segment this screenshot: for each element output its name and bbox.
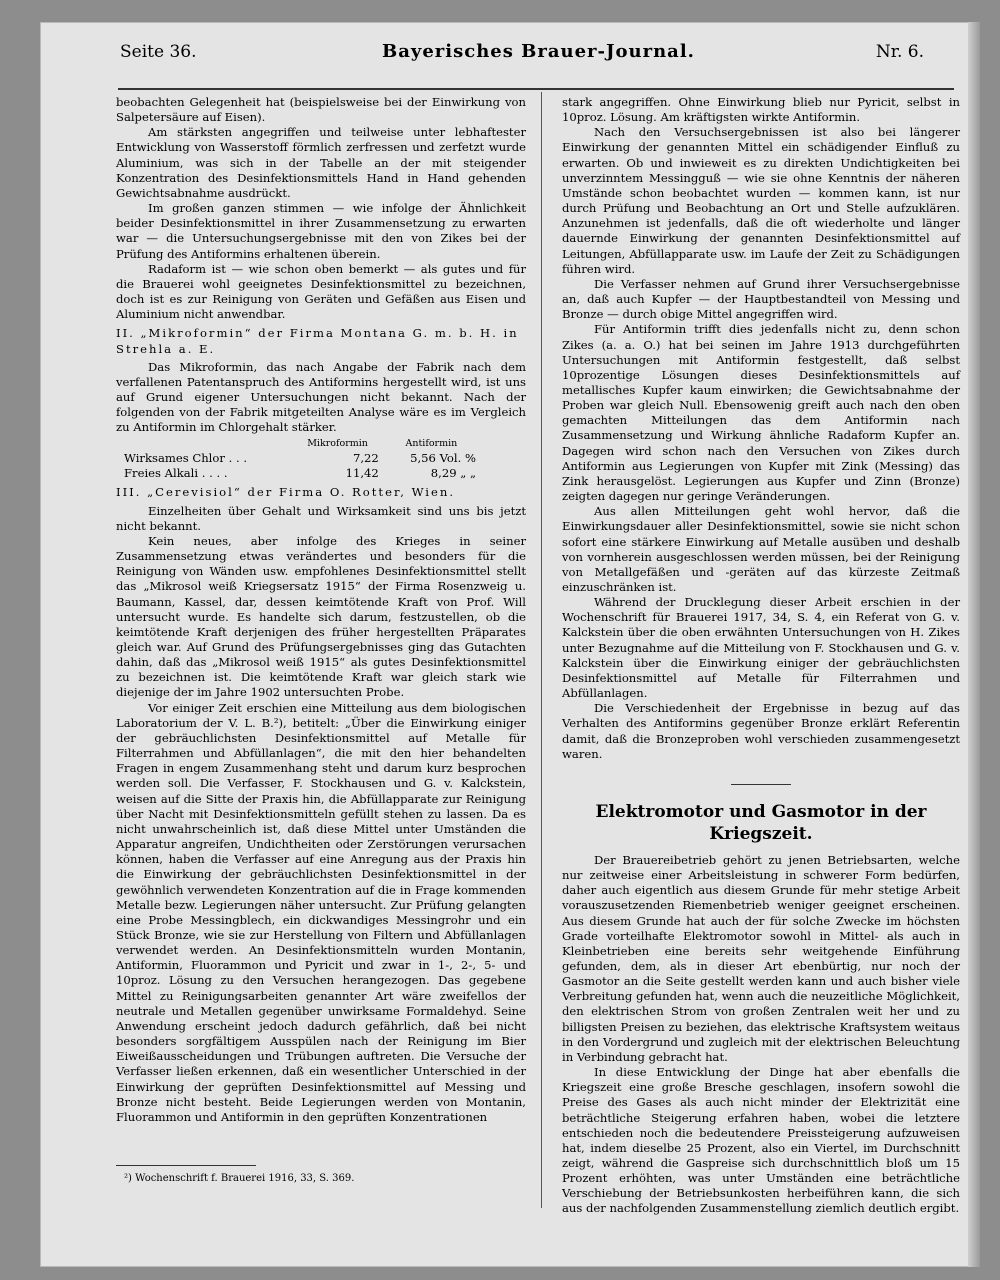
- table-header-antiformin: Antiformin: [405, 438, 458, 450]
- right-paragraph-4: Für Antiformin trifft dies jedenfalls nicht zu, denn schon Zikes (a. a. O.) hat bei seinen im Jahre 1913 durchgeführten Untersuchungen mit Antiformin festgestellt, daß selbst 10prozentige Lösungen dieses Desinfektionsmittels auf metallisches Kupfer kaum einwirken; die Gewichtsabnahme der Proben war gleich Null. Ebensowenig greift auch nach den oben gemachten Mitteilungen das dem Antiformin nach Zusammensetzung und Wirkung ähnliche Radaform Kupfer an. Dagegen wird schon nach den Versuchen von Zikes durch Antiformin aus Legierungen von Kupfer mit Zink (Messing) das Zink herausgelöst. Legierungen aus Kupfer und Zinn (Bronze) zeigten dagegen nur geringe Veränderungen.: [562, 322, 960, 504]
- running-header: [72, 38, 964, 68]
- right-paragraph-2: Nach den Versuchsergebnissen ist also bei längerer Einwirkung der genannten Mittel ein schädigender Einfluß zu erwarten. Ob und inwieweit es zu direkten Undichtigkeiten bei unverzinntem Messingguß — wie sie ohne Kenntnis der näheren Umstände schon beobachtet wurden — kommen kann, ist nur durch Prüfung und Beobachtung an Ort und Stelle aufzuklären. Anzunehmen ist jedenfalls, daß die oft wiederholte und länger dauernde Einwirkung der genannten Desinfektionsmittel auf Leitungen, Abfüllapparate usw. im Laufe der Zeit zu Schädigungen führen wird.: [562, 125, 960, 276]
- section-heading-mikroformin: II. „Mikroformin“ der Firma Montana G. m. b. H. in Strehla a. E.: [116, 326, 519, 356]
- table-cell-mikroformin: 7,22: [352, 451, 379, 466]
- analysis-table: [120, 436, 480, 481]
- page-label: Seite 36.: [120, 42, 197, 62]
- left-paragraph-7: Kein neues, aber infolge des Krieges in seiner Zusammensetzung etwas verändertes und besonders für die Reinigung von Wänden usw. empfohlenes Desinfektionsmittel stellt das „Mikrosol weiß Kriegsersatz 1915“ der Firma Rosenzweig u. Baumann, Kassel, dar, dessen keimtötende Kraft von Prof. Will untersucht wurde. Es handelte sich darum, festzustellen, ob die keimtötende Kraft derjenigen des früher hergestellten Präparates gleich war. Auf Grund des Prüfungsergebnisses ging das Gutachten dahin, daß das „Mikrosol weiß 1915“ als gutes Desinfektionsmittel zu bezeichnen ist. Die keimtötende Kraft war gleich stark wie diejenige der im Jahre 1902 untersuchten Probe.: [116, 533, 526, 700]
- journal-title: Bayerisches Brauer-Journal.: [382, 41, 695, 62]
- right-paragraph-1: stark angegriffen. Ohne Einwirkung blieb nur Pyricit, selbst in 10proz. Lösung. Am kräftigsten wirkte Antiformin.: [562, 95, 960, 125]
- article-paragraph-1: Der Brauereibetrieb gehört zu jenen Betriebsarten, welche nur zeitweise einer Arbeitsleistung in schwerer Form bedürfen, daher auch eigentlich aus diesem Grunde für mehr stetige Arbeit vorauszusetzenden Riemenbetrieb weniger geeignet erscheinen. Aus diesem Grunde hat auch der für solche Zwecke im höchsten Grade vorteilhafte Elektromotor sowohl in Mittel- als auch in Kleinbetrieben eine bereits sehr weitgehende Einführung gefunden, dem, als in dieser Art ebenbürtig, nur noch der Gasmotor an die Seite gestellt werden kann und auch bisher viele Verbreitung gefunden hat, wenn auch die neuzeitliche Möglichkeit, den elektrischen Strom von großen Zentralen weit her und zu billigsten Preisen zu beziehen, das elektrische Kraftsystem weitaus in den Vordergrund und zugleich mit der elektrischen Beleuchtung in Verbindung gebracht hat.: [562, 852, 960, 1064]
- table-cell-antiformin: 5,56 Vol. %: [410, 451, 476, 466]
- table-cell-antiformin: 8,29 „ „: [430, 466, 476, 481]
- left-paragraph-2: Am stärksten angegriffen und teilweise unter lebhaftester Entwicklung von Wasserstoff förmlich zerfressen und zerfetzt wurde Aluminium, was sich in der Tabelle an der mit steigender Konzentration des Desinfektionsmittels Hand in Hand gehenden Gewichtsabnahme ausdrückt.: [116, 125, 526, 200]
- table-header-blank: [120, 436, 292, 451]
- footnote-rule: [116, 1165, 256, 1166]
- header-rule: [118, 88, 954, 90]
- right-paragraph-5: Aus allen Mitteilungen geht wohl hervor, daß die Einwirkungsdauer aller Desinfektionsmittel, sowie sie nicht schon sofort eine stärkere Einwirkung auf Metalle ausüben und deshalb von vornherein ausgeschlossen werden müssen, bei der Reinigung von Metallgefäßen und -geräten auf das kürzeste Zeitmaß einzuschränken ist.: [562, 504, 960, 594]
- right-paragraph-3: Die Verfasser nehmen auf Grund ihrer Versuchsergebnisse an, daß auch Kupfer — der Hauptbestandteil von Messing und Bronze — durch obige Mittel angegriffen wird.: [562, 276, 960, 322]
- section-heading-cerevisiol: III. „Cerevisiol“ der Firma O. Rotter, Wien.: [116, 485, 456, 500]
- footnote: ²) Wochenschrift f. Brauerei 1916, 33, S. 369.: [124, 1173, 355, 1184]
- table-cell-mikroformin: 11,42: [345, 466, 379, 481]
- article-title: Elektromotor und Gasmotor in der Kriegszeit.: [595, 801, 927, 844]
- left-paragraph-1: beobachten Gelegenheit hat (beispielsweise bei der Einwirkung von Salpetersäure auf Eisen).: [116, 95, 526, 125]
- right-paragraph-7: Die Verschiedenheit der Ergebnisse in bezug auf das Verhalten des Antiformins gegenüber Bronze erklärt Referentin damit, daß die Bronzeproben wohl verschieden zusammengesetzt waren.: [562, 701, 960, 761]
- left-column: [116, 95, 526, 1215]
- page-edge-shadow: [968, 22, 980, 1267]
- left-paragraph-5: Das Mikroformin, das nach Angabe der Fabrik nach dem verfallenen Patentanspruch des Antiformins hergestellt wird, ist uns auf Grund eigener Untersuchungen nicht bekannt. Nach der folgenden von der Fabrik mitgeteilten Analyse wäre es im Vergleich zu Antiformin im Chlorgehalt stärker.: [116, 359, 526, 435]
- table-row-label: Wirksames Chlor . . .: [124, 451, 248, 466]
- table-row: [120, 466, 480, 481]
- table-header-row: [120, 436, 480, 451]
- left-paragraph-6: Einzelheiten über Gehalt und Wirksamkeit sind uns bis jetzt nicht bekannt.: [116, 503, 526, 533]
- article-paragraph-2: In diese Entwicklung der Dinge hat aber ebenfalls die Kriegszeit eine große Bresche geschlagen, insofern sowohl die Preise des Gases als auch nicht minder der Elektrizität eine beträchtliche Steigerung erfahren haben, wobei die letztere entschieden noch die bedeutendere Preissteigerung aufzuweisen hat, indem dieselbe 25 Prozent, also ein Viertel, im Durchschnitt zeigt, während die Gaspreise sich durchschnittlich bloß um 15 Prozent erhöhten, was unter Umständen eine beträchtliche Verschiebung der Betriebsunkosten herbeiführen kann, die sich aus der nachfolgenden Zusammenstellung ziemlich deutlich ergibt.: [562, 1065, 960, 1216]
- left-paragraph-8: Vor einiger Zeit erschien eine Mitteilung aus dem biologischen Laboratorium der V. L. B.²), betitelt: „Über die Einwirkung einiger der gebräuchlichsten Desinfektionsmittel auf Metalle für Filterrahmen und Abfüllanlagen“, die mit den hier behandelten Fragen in engem Zusammenhang steht und darum kurz besprochen werden soll. Die Verfasser, F. Stockhausen und G. v. Kalckstein, weisen auf die Sitte der Praxis hin, die Abfüllapparate zur Reinigung über Nacht mit Desinfektionsmitteln gefüllt stehen zu lassen. Da es nicht unwahrscheinlich ist, daß diese Mittel unter Umständen die Apparatur angreifen, Undichtheiten oder Zerstörungen verursachen können, haben die Verfasser auf eine Anregung aus der Praxis hin die Einwirkung der gebräuchlichsten Desinfektionsmittel in der gewöhnlich verwendeten Konzentration auf die in Frage kommenden Metalle bezw. Legierungen näher untersucht. Zur Prüfung gelangten eine Probe Messingblech, ein dickwandiges Messingrohr und ein Stück Bronze, wie sie zur Herstellung von Filtern und Abfüllanlagen verwendet werden. An Desinfektionsmitteln wurden Montanin, Antiformin, Fluorammon und Pyricit und zwar in 1-, 2-, 5- und 10proz. Lösung zu den Versuchen herangezogen. Das gegebene Mittel zu Reinigungsarbeiten genannter Art wäre zweifellos der neutrale und Metallen gegenüber unwirksame Formaldehyd. Seine Anwendung erscheint jedoch dadurch gefährlich, daß bei nicht besonders sorgfältigem Ausspülen nach der Reinigung im Bier Eiweißausscheidungen und Trübungen auftreten. Die Versuche der Verfasser ließen erkennen, daß ein wesentlicher Unterschied in der Einwirkung der geprüften Desinfektionsmittel auf Messing und Bronze nicht besteht. Beide Legierungen werden von Montanin, Fluorammon und Antiformin in den geprüften Konzentrationen: [116, 700, 526, 1124]
- table-row: [120, 451, 480, 466]
- right-column: [562, 95, 960, 1216]
- column-divider: [541, 92, 542, 1208]
- left-paragraph-4: Radaform ist — wie schon oben bemerkt — als gutes und für die Brauerei wohl geeignetes Desinfektionsmittel zu bezeichnen, doch ist es zur Reinigung von Geräten und Gefäßen aus Eisen und Aluminium nicht anwendbar.: [116, 261, 526, 322]
- left-paragraph-3: Im großen ganzen stimmen — wie infolge der Ähnlichkeit beider Desinfektionsmittel in ihrer Zusammensetzung zu erwarten war — die Untersuchungsergebnisse mit den von Zikes bei der Prüfung des Antiformins erhaltenen überein.: [116, 201, 526, 261]
- table-row-label: Freies Alkali . . . .: [124, 466, 228, 481]
- issue-number: Nr. 6.: [875, 42, 924, 62]
- table-header-mikroformin: Mikroformin: [307, 438, 368, 450]
- right-paragraph-6: Während der Drucklegung dieser Arbeit erschien in der Wochenschrift für Brauerei 1917, 34, S. 4, ein Referat von G. v. Kalckstein über die oben erwähnten Untersuchungen von H. Zikes unter Bezugnahme auf die Mitteilung von F. Stockhausen und G. v. Kalckstein über die Einwirkung einiger der gebräuchlichsten Desinfektionsmittel auf Metalle für Filterrahmen und Abfüllanlagen.: [562, 595, 960, 701]
- article-separator: [731, 784, 791, 785]
